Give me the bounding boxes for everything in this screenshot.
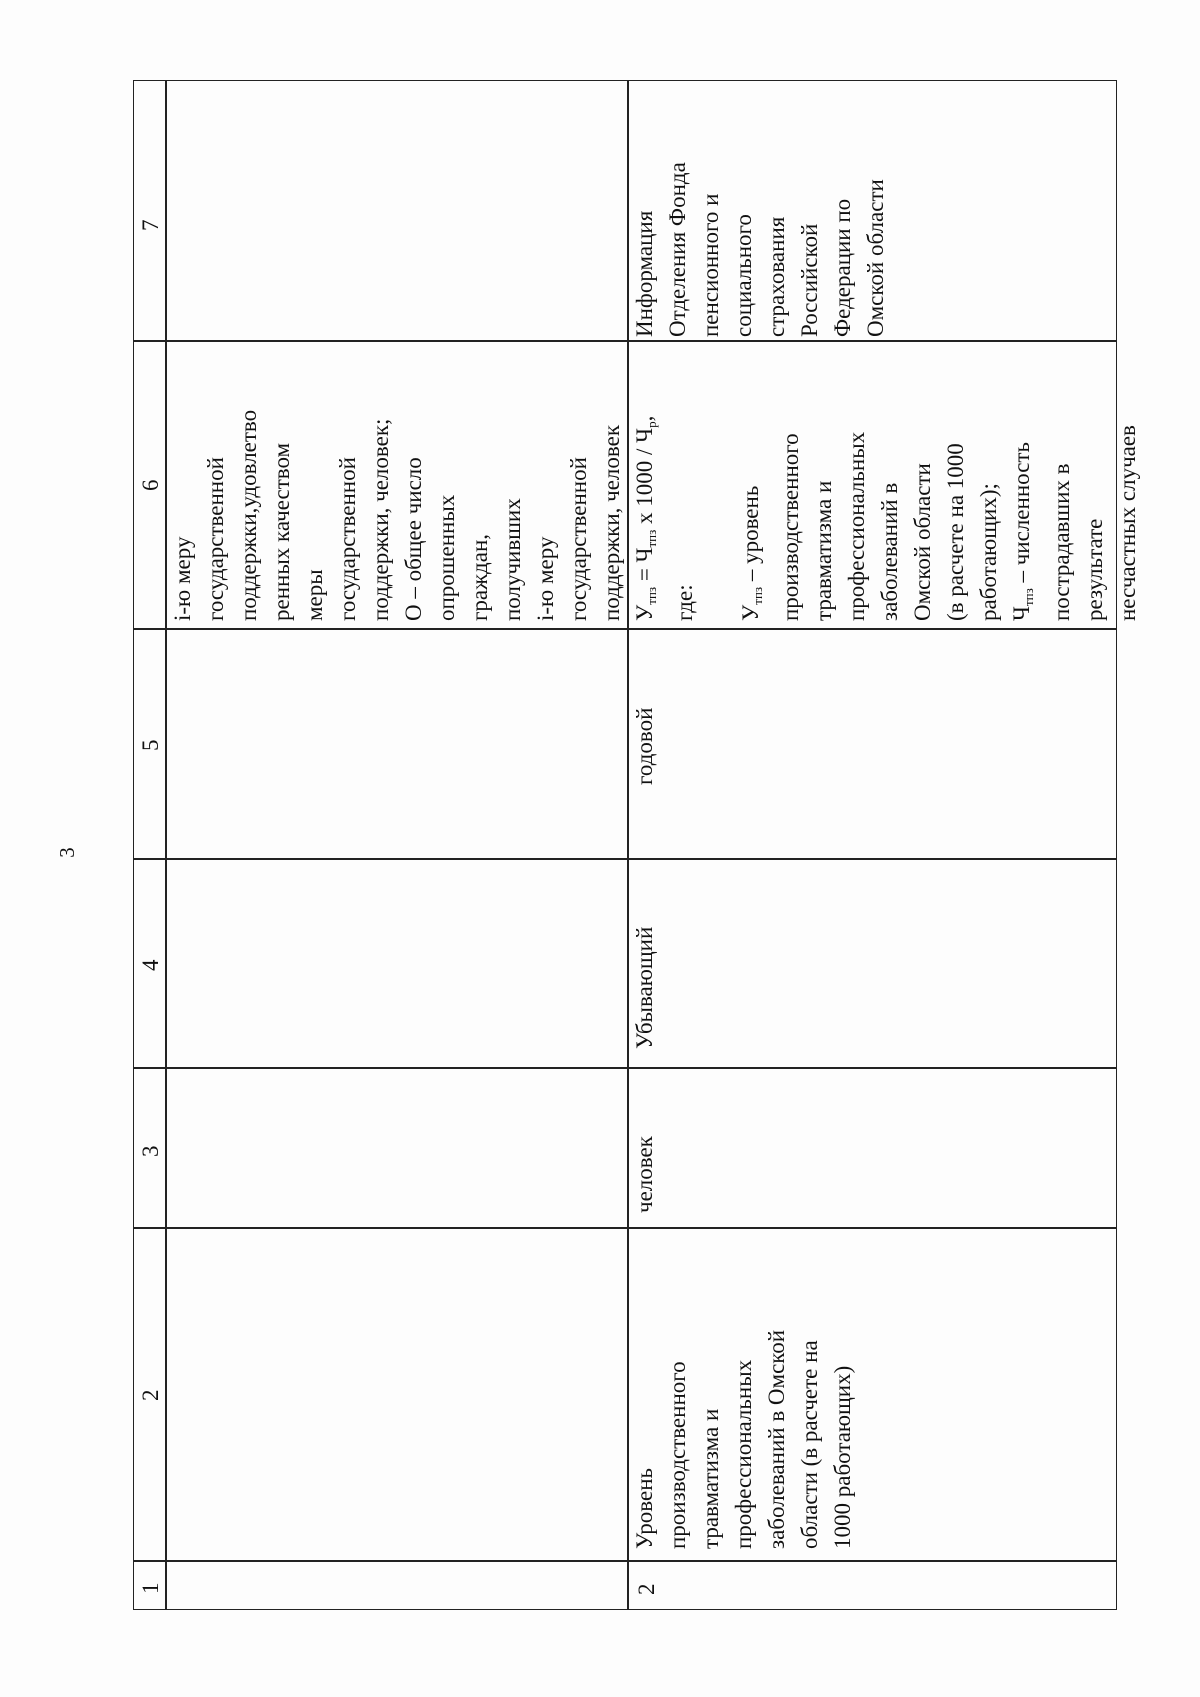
row2-col7-line: Омской области (863, 179, 888, 337)
row1-col6-line: государственной (566, 457, 591, 621)
blank-line (701, 416, 734, 621)
row2-col7-line: Информация (632, 210, 657, 337)
row1-col6-line: i-ю меру (533, 536, 558, 621)
header-col-7: 7 (133, 80, 167, 342)
definition-line: заболеваний в (877, 482, 902, 621)
row1-col6-line: поддержки,удовлетво (236, 409, 261, 621)
row1-col6-line: поддержки, человек; (368, 418, 393, 621)
definition-line: производственного (778, 433, 803, 621)
row2-col2-line: профессиональных (731, 1359, 756, 1549)
row2-col-3: человек (627, 1067, 1117, 1229)
row1-col-2 (165, 1227, 629, 1562)
row2-col7-line: социального (731, 214, 756, 337)
formula-text: – численность (1009, 442, 1034, 589)
row2-col-1: 2 (627, 1560, 1117, 1610)
row2-col2-line: производственного (665, 1361, 690, 1549)
formula-text: = Ч (632, 547, 657, 587)
row1-col6-line: поддержки, человек (599, 425, 624, 621)
row2-col2-line: 1000 работающих) (830, 1365, 855, 1549)
row1-col6-line: получивших (500, 498, 525, 621)
definition-line: (в расчете на 1000 (943, 443, 968, 621)
definition-line: Омской области (910, 463, 935, 621)
row2-col7-line: Российской (797, 223, 822, 337)
definition-line: травматизма и (811, 480, 836, 621)
row2-col2-line: Уровень (632, 1468, 657, 1549)
row2-col-4: Убывающий (627, 858, 1117, 1069)
row2-col-6 (627, 340, 1140, 630)
row1-col-7 (165, 80, 629, 342)
definition-line (734, 416, 774, 621)
header-col-4: 4 (133, 858, 167, 1069)
formula-subscript: тпз (644, 529, 659, 548)
row1-col-6 (165, 340, 629, 630)
row2-col7-line: Отделения Фонда (665, 162, 690, 337)
row2-col-2 (627, 1227, 1117, 1562)
row2-col-7 (627, 80, 1117, 342)
row2-col7-line: Федерации по (830, 198, 855, 337)
formula-line (628, 416, 668, 621)
formula-subscript: тпз (644, 586, 659, 605)
row1-col6-line: i-ю меру (170, 536, 195, 621)
definition-line: профессиональных (844, 431, 869, 621)
row2-col2-line: области (в расчете на (797, 1340, 822, 1549)
definition-line: результате (1082, 518, 1107, 621)
definition-line (1005, 416, 1045, 621)
formula-subscript: тпз (750, 586, 765, 605)
definition-line: несчастных случаев (1115, 425, 1140, 621)
row2-col7-line: пенсионного и (698, 193, 723, 337)
row2-col2-line: травматизма и (698, 1408, 723, 1549)
row1-col6-line: ренных качеством (269, 442, 294, 621)
row1-col-1 (165, 1560, 629, 1610)
page-number: 3 (54, 847, 79, 858)
formula-text: Ч (1009, 606, 1034, 621)
header-col-6: 6 (133, 340, 167, 630)
header-col-1: 1 (133, 1560, 167, 1610)
row2-col7-line: страхования (764, 216, 789, 337)
formula-subscript: р (644, 421, 659, 428)
row1-col6-line: меры (302, 569, 327, 621)
row2-col2-line: заболеваний в Омской (764, 1329, 789, 1549)
row1-col6-line: опрошенных (434, 494, 459, 621)
row1-col6-line: граждан, (467, 533, 492, 621)
definition-line: работающих); (976, 483, 1001, 621)
header-col-3: 3 (133, 1067, 167, 1229)
formula-text: У (632, 604, 657, 621)
header-col-5: 5 (133, 628, 167, 860)
row1-col6-line: О – общее число (401, 457, 426, 621)
formula-where: где: (672, 584, 697, 621)
formula-text: х 1000 / Ч (632, 427, 657, 530)
formula-text: , (632, 415, 657, 422)
row2-col-5: годовой (627, 628, 1117, 860)
definition-line: пострадавших в (1049, 463, 1074, 621)
formula-subscript: тпз (1021, 588, 1036, 607)
row1-col-4 (165, 858, 629, 1069)
row1-col6-line: государственной (335, 457, 360, 621)
formula-text: У (738, 604, 763, 621)
row1-col6-line: государственной (203, 457, 228, 621)
row1-col-5 (165, 628, 629, 860)
row1-col-3 (165, 1067, 629, 1229)
formula-text: – уровень (738, 485, 763, 587)
header-col-2: 2 (133, 1227, 167, 1562)
